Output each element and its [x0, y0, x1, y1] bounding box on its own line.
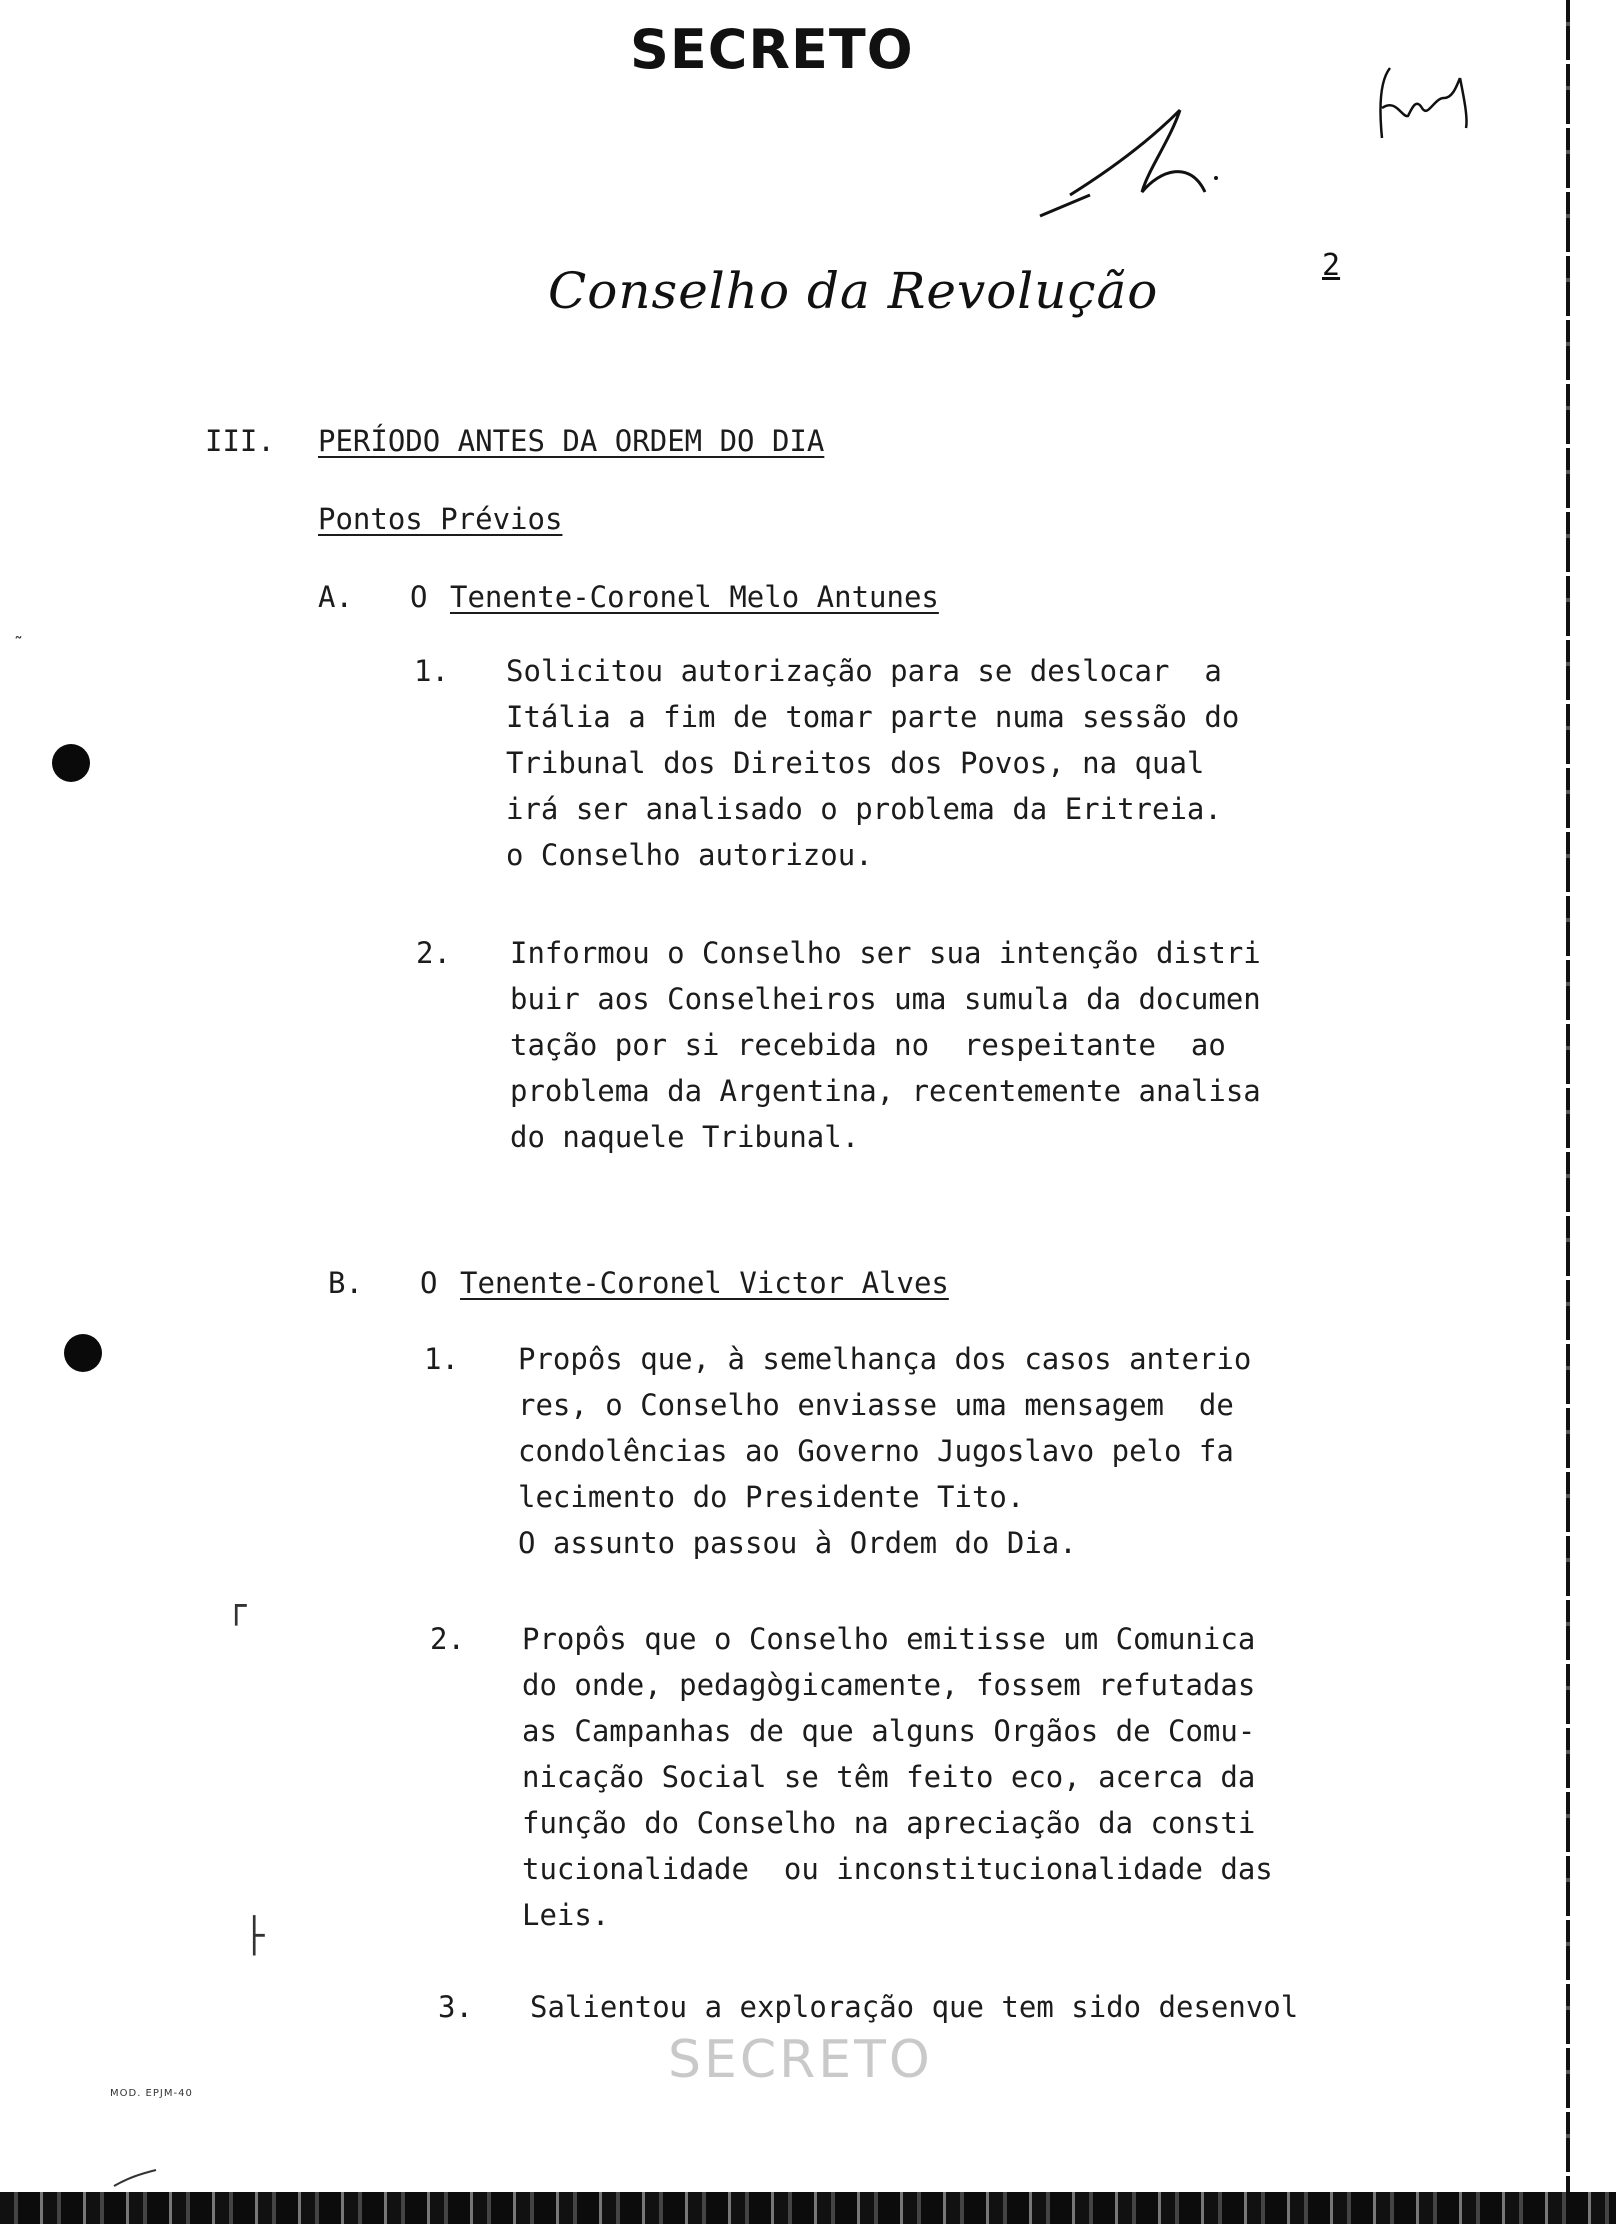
- point-text: [506, 648, 1239, 878]
- corner-mark: ┌: [226, 1586, 247, 1626]
- text-line: res, o Conselho enviasse uma mensagem de: [518, 1388, 1234, 1422]
- text-line: buir aos Conselheiros uma sumula da documen: [510, 982, 1261, 1016]
- page-number: 2: [1322, 248, 1341, 283]
- item-name: Tenente-Coronel Victor Alves: [460, 1266, 949, 1300]
- point-number: 1.: [424, 1342, 459, 1376]
- margin-mark: ├: [244, 1916, 265, 1956]
- pen-stroke: [110, 2166, 160, 2190]
- text-line: Leis.: [522, 1898, 610, 1932]
- punch-hole: [52, 744, 90, 782]
- point-number: 2.: [430, 1622, 465, 1656]
- handwritten-rubric-mark: [1372, 58, 1482, 153]
- section-title: PERÍODO ANTES DA ORDEM DO DIA: [318, 424, 825, 458]
- text-line: o Conselho autorizou.: [506, 838, 873, 872]
- text-line: Informou o Conselho ser sua intenção distri: [510, 936, 1261, 970]
- text-line: condolências ao Governo Jugoslavo pelo fa: [518, 1434, 1234, 1468]
- text-line: Itália a fim de tomar parte numa sessão do: [506, 700, 1240, 734]
- text-line: nicação Social se têm feito eco, acerca da: [522, 1760, 1256, 1794]
- classification-stamp-bottom: SECRETO: [668, 2030, 933, 2090]
- text-line: lecimento do Presidente Tito.: [518, 1480, 1025, 1514]
- scan-bottom-edge: [0, 2192, 1616, 2224]
- section-numeral: III.: [205, 424, 275, 458]
- text-line: Solicitou autorização para se deslocar a: [506, 654, 1222, 688]
- classification-stamp-top: SECRETO: [630, 18, 914, 81]
- item-prefix: O: [410, 580, 428, 614]
- point-text: [510, 930, 1261, 1160]
- letterhead-title: Conselho da Revolução: [548, 262, 1159, 320]
- item-letter: A.: [318, 580, 353, 614]
- section-subtitle: Pontos Prévios: [318, 502, 563, 536]
- text-line: O assunto passou à Ordem do Dia.: [518, 1526, 1077, 1560]
- page-edge-shadow: [1566, 0, 1570, 2224]
- point-number: 3.: [438, 1990, 473, 2024]
- text-line: tação por si recebida no respeitante ao: [510, 1028, 1226, 1062]
- punch-hole: [64, 1334, 102, 1372]
- point-text: [522, 1616, 1273, 1938]
- text-line: Propôs que, à semelhança dos casos anterio: [518, 1342, 1252, 1376]
- text-line: problema da Argentina, recentemente analisa: [510, 1074, 1261, 1108]
- text-line: Tribunal dos Direitos dos Povos, na qual: [506, 746, 1205, 780]
- form-code: MOD. EPJM-40: [110, 2088, 193, 2099]
- point-text: [530, 1984, 1298, 2030]
- text-line: Propôs que o Conselho emitisse um Comunica: [522, 1622, 1256, 1656]
- text-line: Salientou a exploração que tem sido desenvol: [530, 1990, 1299, 2024]
- item-prefix: O: [420, 1266, 438, 1300]
- margin-mark: ˜: [14, 634, 23, 655]
- text-line: do onde, pedagògicamente, fossem refutadas: [522, 1668, 1256, 1702]
- point-number: 1.: [414, 654, 449, 688]
- text-line: função do Conselho na apreciação da consti: [522, 1806, 1256, 1840]
- point-number: 2.: [416, 936, 451, 970]
- text-line: do naquele Tribunal.: [510, 1120, 860, 1154]
- text-line: as Campanhas de que alguns Orgãos de Comu-: [522, 1714, 1256, 1748]
- point-text: [518, 1336, 1251, 1566]
- item-letter: B.: [328, 1266, 363, 1300]
- text-line: irá ser analisado o problema da Eritreia.: [506, 792, 1222, 826]
- item-name: Tenente-Coronel Melo Antunes: [450, 580, 939, 614]
- text-line: tucionalidade ou inconstitucionalidade das: [522, 1852, 1273, 1886]
- signature-initials-mark: [1030, 100, 1230, 230]
